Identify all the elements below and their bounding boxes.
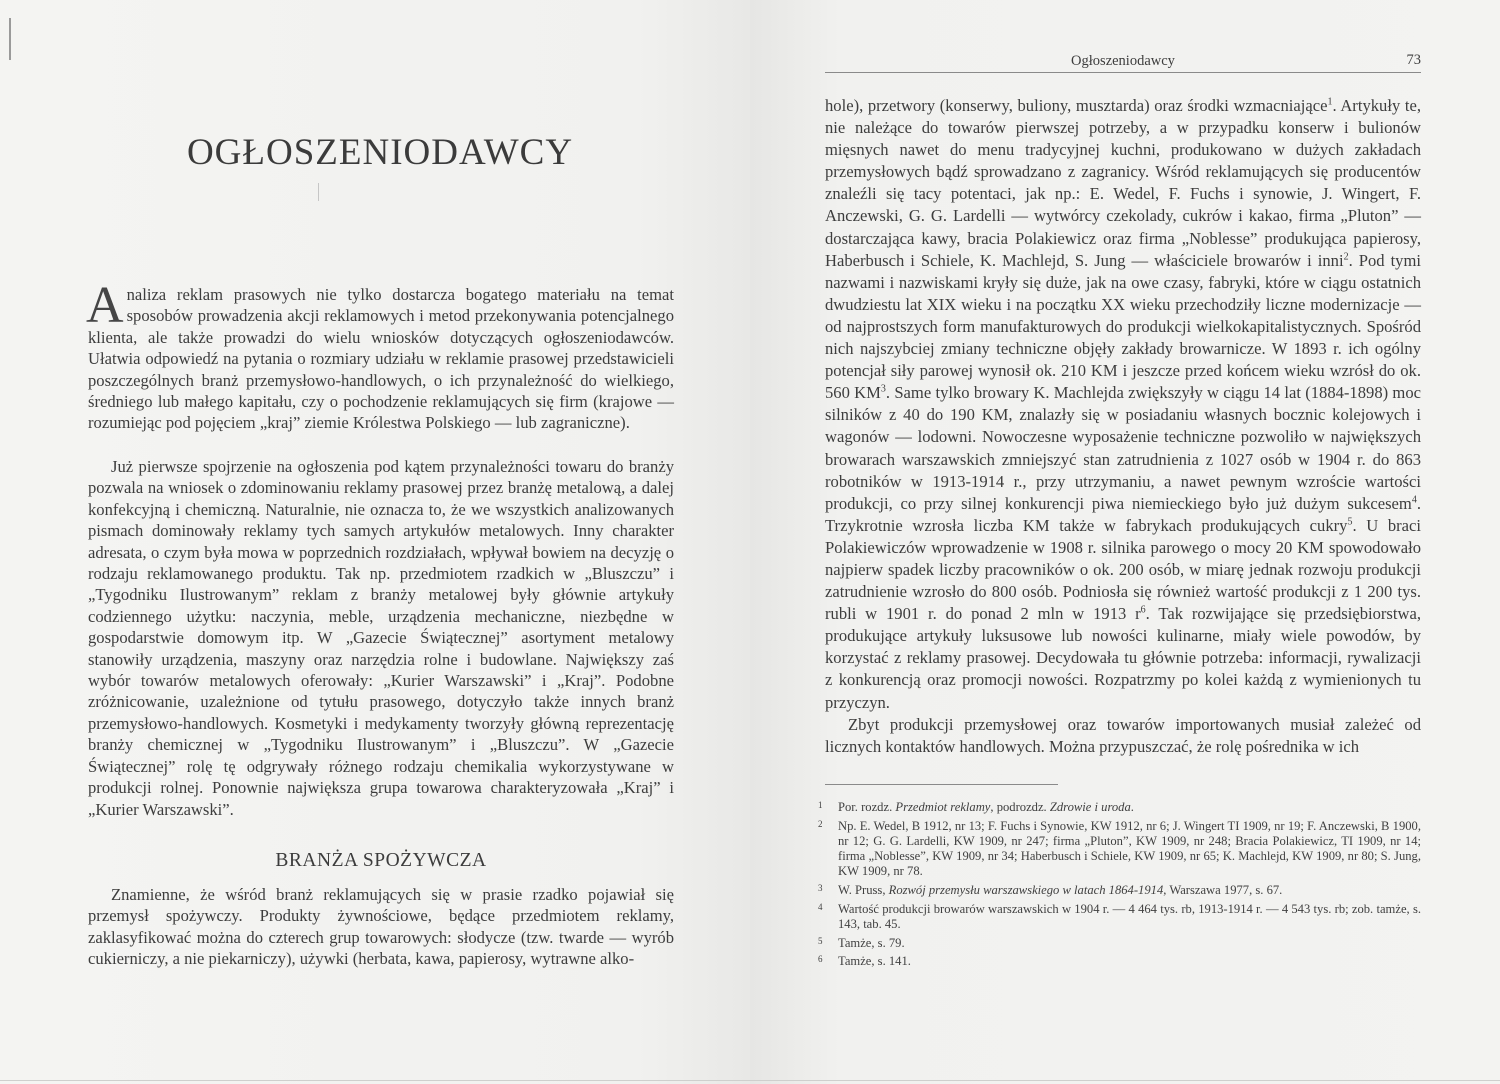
footnote-ref: 2 [1343,251,1349,263]
text-run: hole), przetwory (konserwy, buliony, musztarda) oraz środki wzmacniające [825,96,1328,115]
intro-text: naliza reklam prasowych nie tylko dostarcza bogatego materiału na temat sposobów prowadzenia akcji reklamowych i metod przekonywania potencjalnego klienta, ale także prowadzi do wielu wniosków dotyczących ogłoszeniodawców. Ułatwia odpowiedź na pytania o rozmiary udziału w reklamie prasowej przedstawicieli poszczególnych branż przemysłowo-handlowych, o ich przynależność do wielkiego, średniego lub małego kapitału, czy o pochodzenie reklamujących się firm (krajowe — rozumiejąc pod pojęciem „kraj” ziemie Królestwa Polskiego — lub zagraniczne). [88,285,674,433]
text-run: . Trzykrotnie wzrosła liczba KM także w fabrykach produkujących cukry [825,493,1421,535]
footnote [818,881,1421,898]
footnote-ref: 1 [1327,96,1333,108]
footnote [818,934,1421,951]
footnote-ref: 4 [1411,494,1417,506]
paragraph-text: Już pierwsze spojrzenie na ogłoszenia pod kątem przynależności towaru do branży pozwala na wniosek o zdominowaniu reklamy prasowej przez branżę metalową, a dalej konfekcyjną i chemiczną. Naturalnie, nie oznacza to, że we wszystkich analizowanych pismach dominowały reklamy tych samych artykułów metalowych. Inny charakter adresata, o czym była mowa w poprzednich rozdziałach, wpływał bowiem na decyzję o rodzaju reklamowanego produktu. Tak np. przedmiotem rzadkich w „Bluszczu” i „Tygodniku Ilustrowanym” reklam z branży metalowej były głównie artykuły codziennego użytku: naczynia, meble, urządzenia mechaniczne, niezbędne w gospodarstwie domowym itp. W „Gazecie Świątecznej” asortyment metalowy stanowiły urządzenia, maszyny oraz narzędzia rolne i budowlane. Największy zaś wybór towarów metalowych oferowały: „Kurier Warszawski” i „Kraj”. Podobne zróżnicowanie, uzależnione od tytułu prasowego, dotyczyło także innych branż przemysłowo-handlowych. Kosmetyki i medykamenty tworzyły główną reprezentację branży chemicznej w „Tygodniku Ilustrowanym” i „Bluszczu”. W „Gazecie Świątecznej” rolę tę odgrywały różnego rodzaju chemikalia wykorzystywane w produkcji rolnej. Ponownie największa grupa towarowa charakteryzowała „Kraj” i „Kurier Warszawski”. [88,457,674,819]
right-body-text [825,95,1421,758]
right-paragraph-1 [825,95,1421,714]
footnote-text: Np. E. Wedel, B 1912, nr 13; F. Fuchs i Synowie, KW 1912, nr 6; J. Wingert TI 1909, nr 19; F. Anczewski, B 1900, nr 12; G. G. Lardelli, KW 1909, nr 247; firma „Pluton”, KW 1909, nr 248; Bracia Polakiewicz, TI 1909, nr 14; firma „Noblesse”, KW 1909, nr 34; Haberbusch i Schiele, KW 1909, nr 65; K. Machlejd, KW 1909, nr 80; S. Jung, KW 1909, nr 78. [838,818,1421,879]
footnote-title: Przedmiot reklamy [895,800,991,814]
text-run: . U braci Polakiewiczów wprowadzenie w 1908 r. silnika parowego o mocy 20 KM spowodowało najpierw spadek liczby pracowników o ok. 200 osób, w miarę jednak rozwoju produkcji zatrudnienie wzrosło do 800 osób. Podniosła się również wartość produkcji z 1 200 tys. rubli w 1901 r. do ponad 2 mln w 1913 r [825,515,1422,624]
footnote-text: . [1130,800,1134,814]
text-run: . Same tylko browary K. Machlejda zwiększyły w ciągu 14 lat (1884-1898) moc silników z 40 do 190 KM, znalazły się w posiadaniu własnych bocznic kolejowych i wagonów — lodowni. Nowoczesne wyposażenie techniczne pozwoliło w największych browarach warszawskich zmniejszyć stan zatrudnienia z 1027 osób w 1904 r. do 863 robotników w 1913-1914 r., przy utrzymaniu, a nawet pewnym wzroście wartości produkcji, co przy silnej konkurencji piwa niemieckiego było już dużym sukcesem [825,383,1421,513]
footnote-ref: 5 [1347,516,1353,528]
body-paragraph [88,456,674,820]
text-run: . Pod tymi nazwami i nazwiskami kryły się duże, jak na owe czasy, fabryki, które w ciągu ostatnich dwudziestu lat XIX wieku i na początku XX wieku przechodziły liczne modernizacje — od najprostszych form manufakturowych do produkcji wielkokapitalistycznych. Spośród nich najszybciej zmiany techniczne objęły zakłady browarnicze. W 1893 r. ich ogólny potencjał siły parowej wynosił ok. 210 KM i jeszcze przed końcem wieku wzrósł do ok. 560 KM [825,250,1422,403]
footnote-number: 1 [818,800,823,810]
footnotes [818,798,1421,971]
footnote-ref: 6 [1140,604,1146,616]
footnote-number: 6 [818,954,823,965]
text-run: . Artykuły te, nie należące do towarów pierwszej potrzeby, a w przypadku konserw i bulionów mięsnych nawet do menu tradycyjnej kuchni, produkowano w dużych zakładach przemysłowych bądź sprowadzano z zagranicy. Wśród reklamujących się producentów znaleźli się tacy potentaci, jak np.: E. Wedel, F. Fuchs i synowie, J. Wingert, F. Anczewski, G. G. Lardelli — wytwórcy czekolady, cukrów i kakao, firma „Pluton” — dostarczająca kawy, bracia Polakiewicz oraz firma „Noblesse” produkująca papierosy, Haberbusch i Schiele, K. Machlejd, S. Jung — właściciele browarów i inni [825,96,1421,270]
footnote-text: , podrozdz. [990,800,1050,814]
section-paragraph [88,884,674,970]
footnote [818,900,1421,932]
footnote [818,798,1421,815]
footnote-title: Rozwój przemysłu warszawskiego w latach 1864-1914 [888,883,1164,898]
page-edge-mark [9,18,11,60]
footnote-text: Por. rozdz. [838,800,896,814]
footnote-number: 3 [818,883,823,894]
page-number: 73 [1406,52,1421,68]
footnote [818,817,1421,880]
footnote-ref: 3 [880,383,886,395]
text-run: . Tak rozwijające się przedsiębiorstwa, produkujące artykuły luksusowe lub nowości kulinarne, miały wiele powodów, by korzystać z reklamy prasowej. Decydowała tu głównie potrzeba: informacji, rywalizacji z konkurencją oraz promocji nowości. Rozpatrzmy po kolei każdą z wymienionych tu przyczyn. [825,604,1421,712]
footnote-title: Zdrowie i uroda [1049,800,1131,814]
running-header [825,52,1421,73]
section-heading: BRANŻA SPOŻYWCZA [275,850,487,871]
footnote [818,952,1421,969]
scan-bottom-edge [0,1080,1500,1081]
chapter-title: OGŁOSZENIODAWCY [186,132,574,173]
right-paragraph-2: Zbyt produkcji przemysłowej oraz towarów importowanych musiał zależeć od licznych kontaktów handlowych. Można przypuszczać, że rolę pośrednika w ich [825,714,1421,756]
section-paragraph-text: Znamienne, że wśród branż reklamujących się w prasie rzadko pojawiał się przemysł spożywczy. Produkty żywnościowe, będące przedmiotem reklamy, zaklasyfikować można do czterech grup towarowych: słodycze (tzw. twarde — wyrób cukierniczy, a nie piekarniczy), używki (herbata, kawa, papierosy, wytrawne alko- [88,885,674,969]
footnote-separator [825,784,1058,785]
footnote-number: 4 [818,901,823,912]
footnote-text: W. Pruss, [838,883,889,898]
intro-paragraph [86,277,674,434]
footnote-number: 5 [818,935,823,946]
footnote-text: Wartość produkcji browarów warszawskich w 1904 r. — 4 464 tys. rb, 1913-1914 r. — 4 543 tys. rb; zob. tamże, s. 143, tab. 45. [838,901,1421,931]
title-tick-mark [318,183,319,201]
footnote-text: , Warszawa 1977, s. 67. [1163,883,1283,898]
footnote-number: 2 [818,818,823,829]
footnote-text: Tamże, s. 141. [838,954,911,969]
running-title: Ogłoszeniodawcy [1071,53,1175,69]
drop-cap: A [86,277,124,334]
footnote-text: Tamże, s. 79. [838,935,905,950]
